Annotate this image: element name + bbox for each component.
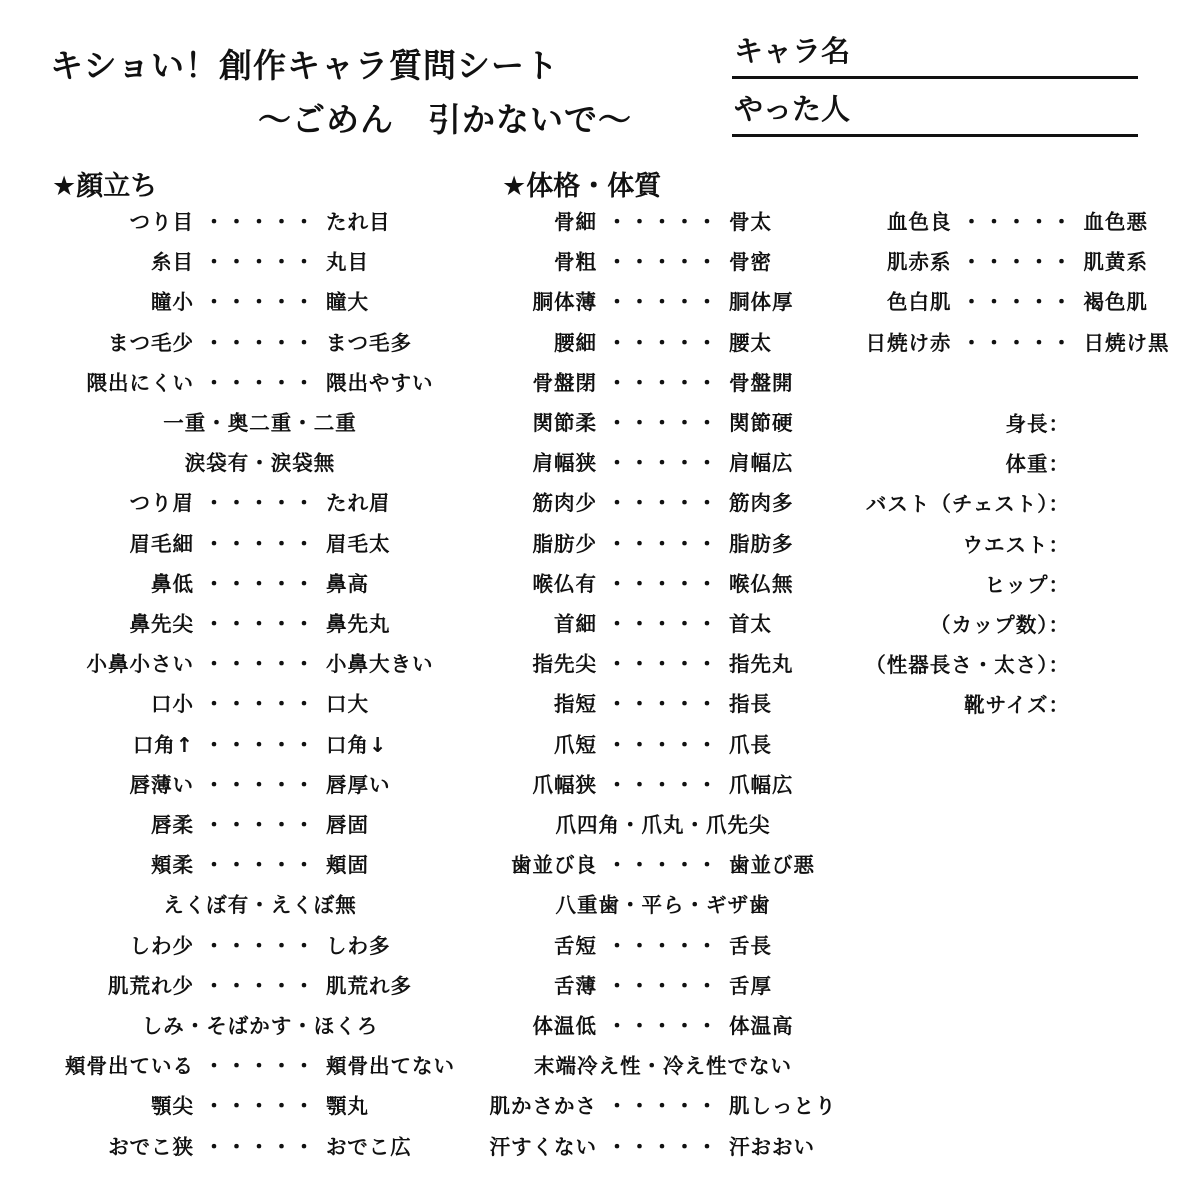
option-right: 肌しっとり [729,1094,837,1119]
option-left: 唇柔 [151,813,194,837]
option-left: 体温低 [532,1014,597,1038]
option-left: 肩幅狭 [532,451,597,476]
list-item [850,328,1185,358]
dot-leader: ・・・・・ [203,491,317,516]
option-right: 指長 [729,692,772,717]
option-right: 爪幅広 [729,772,794,797]
dot-leader: ・・・・・ [961,210,1074,234]
list-item [40,609,480,639]
dot-leader: ・・・・・ [606,692,720,717]
list-item [40,1051,480,1081]
dot-leader: ・・・・・ [606,210,720,234]
option-right: しわ多 [326,933,391,958]
list-item [40,488,480,518]
option-left: 肌荒れ少 [108,973,194,998]
dot-leader: ・・・・・ [606,1094,720,1119]
dot-leader: ・・・・・ [606,973,720,998]
list-item [478,247,848,277]
list-item [40,328,480,358]
dot-leader: ・・・・・ [203,652,317,677]
dot-leader: ・・・・・ [606,531,720,556]
option-right: 爪長 [729,732,772,757]
option-right: 小鼻大きい [326,652,434,677]
measurement-label: バスト（チェスト）： [865,492,1070,517]
dot-leader: ・・・・・ [203,210,317,234]
option-left: 肌赤系 [887,250,952,275]
dot-leader: ・・・・・ [203,973,317,998]
dot-leader: ・・・・・ [203,290,317,315]
option-left: 小鼻小さい [86,652,194,677]
option-left: 日焼け赤 [865,330,952,355]
dot-leader: ・・・・・ [606,250,720,275]
list-item [850,207,1185,237]
option-left: 指短 [554,692,597,717]
option-left: つり目 [129,210,194,234]
dot-leader: ・・・・・ [606,853,720,878]
option-right: 指先丸 [729,652,794,677]
list-item [850,247,1185,277]
dot-leader: ・・・・・ [606,1014,720,1038]
option-right: 関節硬 [729,411,794,435]
option-left: 顎尖 [151,1094,194,1119]
measurement-label: （カップ数）： [929,613,1070,637]
option-right: 頬固 [326,853,369,878]
dot-leader: ・・・・・ [203,370,317,395]
dot-leader: ・・・・・ [606,772,720,797]
dot-leader: ・・・・・ [203,330,317,355]
dot-leader: ・・・・・ [606,732,720,757]
option-left: 唇薄い [129,772,194,797]
option-left: 糸目 [151,250,194,275]
option-left: おでこ狭 [108,1134,194,1159]
dot-leader: ・・・・・ [203,531,317,556]
list-item [478,207,848,237]
list-item [478,529,848,559]
dot-leader: ・・・・・ [203,692,317,717]
option-left: 筋肉少 [532,491,597,516]
option-right: 血色悪 [1083,210,1148,234]
option-right: 鼻先丸 [326,612,391,636]
face-section-title: ★顔立ち [52,171,158,202]
option-right: 口角↓ [326,732,388,757]
option-left: 鼻先尖 [129,612,194,636]
dot-leader: ・・・・・ [961,250,1074,275]
option-right: 舌厚 [729,973,772,998]
list-item [478,569,848,599]
list-item [478,931,848,961]
list-item [40,287,480,317]
option-left: 口角↑ [132,732,194,757]
list-item [478,1132,848,1162]
option-right: 骨密 [729,250,772,275]
option-left: 色白肌 [887,290,952,315]
option-right: 日焼け黒 [1083,330,1170,355]
option-left: まつ毛少 [108,330,194,355]
measurement-label: ウエスト： [962,532,1070,557]
option-left: 骨盤閉 [532,370,597,395]
option-right: 脂肪多 [729,531,794,556]
list-item [478,770,848,800]
option-left: 汗すくない [489,1134,597,1159]
list-item: 末端冷え性・冷え性でない [534,1054,792,1079]
dot-leader: ・・・・・ [606,933,720,958]
list-item: 爪四角・爪丸・爪先尖 [555,813,771,837]
option-right: 唇厚い [326,772,391,797]
dot-leader: ・・・・・ [961,330,1074,355]
option-right: 瞳大 [326,290,369,315]
option-left: 隈出にくい [86,370,194,395]
option-right: 眉毛太 [326,531,391,556]
sheet-title: キショい！創作キャラ質問シート [50,46,560,85]
list-item [478,1091,848,1121]
dot-leader: ・・・・・ [606,491,720,516]
option-right: 肌黄系 [1083,250,1148,275]
option-right: 口大 [326,692,369,717]
option-right: 首太 [729,612,772,636]
list-item [40,931,480,961]
list-item: 一重・奥二重・二重 [163,411,357,435]
option-left: 爪短 [554,732,597,757]
option-left: 脂肪少 [532,531,597,556]
list-item [40,529,480,559]
option-right: おでこ広 [326,1134,412,1159]
option-right: 胴体厚 [729,290,794,315]
list-item [478,1011,848,1041]
list-item [478,368,848,398]
option-right: 肌荒れ多 [326,973,412,998]
option-right: まつ毛多 [326,330,412,355]
list-item [478,448,848,478]
list-item [40,649,480,679]
dot-leader: ・・・・・ [203,1054,317,1079]
list-item [40,368,480,398]
option-right: 顎丸 [326,1094,369,1119]
character-name-field[interactable] [732,35,1138,79]
list-item [478,971,848,1001]
list-item [850,287,1185,317]
option-right: 筋肉多 [729,491,794,516]
option-right: 骨太 [729,210,772,234]
filled-by-field[interactable] [732,93,1138,137]
option-left: 喉仏有 [532,571,597,596]
dot-leader: ・・・・・ [606,330,720,355]
list-item [478,689,848,719]
list-item [478,328,848,358]
dot-leader: ・・・・・ [606,571,720,596]
option-left: 鼻低 [151,571,194,596]
option-left: 眉毛細 [129,531,194,556]
option-left: 爪幅狭 [532,772,597,797]
option-right: 喉仏無 [729,571,794,596]
list-item [40,1091,480,1121]
option-right: 隈出やすい [326,370,434,395]
list-item [40,730,480,760]
option-left: 指先尖 [532,652,597,677]
option-left: 歯並び良 [511,853,597,878]
list-item [478,730,848,760]
dot-leader: ・・・・・ [203,612,317,636]
list-item [40,971,480,1001]
option-right: 唇固 [326,813,369,837]
option-left: 腰細 [554,330,597,355]
option-left: 舌短 [554,933,597,958]
dot-leader: ・・・・・ [606,1134,720,1159]
measurement-label: 体重： [1005,452,1070,477]
option-right: たれ目 [326,210,391,234]
option-left: 骨細 [554,210,597,234]
option-right: 褐色肌 [1083,290,1148,315]
option-left: 肌かさかさ [489,1094,597,1119]
list-item [40,569,480,599]
option-right: 肩幅広 [729,451,794,476]
list-item: しみ・そばかす・ほくろ [141,1014,379,1038]
option-right: 丸目 [326,250,369,275]
dot-leader: ・・・・・ [203,1134,317,1159]
list-item [478,408,848,438]
option-left: 頬柔 [151,853,194,878]
dot-leader: ・・・・・ [203,772,317,797]
list-item [40,850,480,880]
list-item [40,689,480,719]
option-left: 首細 [554,612,597,636]
option-right: たれ眉 [326,491,391,516]
dot-leader: ・・・・・ [203,1094,317,1119]
list-item [478,609,848,639]
dot-leader: ・・・・・ [203,250,317,275]
option-right: 舌長 [729,933,772,958]
list-item [40,247,480,277]
option-left: 舌薄 [554,973,597,998]
option-right: 腰太 [729,330,772,355]
dot-leader: ・・・・・ [606,411,720,435]
list-item: 八重歯・平ら・ギザ歯 [555,893,771,918]
option-left: 頬骨出ている [65,1054,194,1079]
dot-leader: ・・・・・ [606,370,720,395]
option-right: 頬骨出てない [326,1054,455,1079]
sheet-subtitle: ～ごめん 引かないで～ [258,100,632,139]
measurement-label: 身長： [1005,412,1070,436]
filled-by-label: やった人 [734,92,851,126]
option-left: 関節柔 [532,411,597,435]
dot-leader: ・・・・・ [203,732,317,757]
dot-leader: ・・・・・ [606,451,720,476]
list-item [40,207,480,237]
option-right: 歯並び悪 [729,853,815,878]
dot-leader: ・・・・・ [203,853,317,878]
dot-leader: ・・・・・ [203,813,317,837]
dot-leader: ・・・・・ [961,290,1074,315]
option-right: 鼻高 [326,571,369,596]
dot-leader: ・・・・・ [203,933,317,958]
measurement-label: 靴サイズ： [964,693,1070,718]
option-left: つり眉 [129,491,194,516]
option-left: 瞳小 [151,290,194,315]
dot-leader: ・・・・・ [606,290,720,315]
option-right: 体温高 [729,1014,794,1038]
option-left: 口小 [151,692,194,717]
character-name-label: キャラ名 [734,34,851,68]
option-left: 胴体薄 [532,290,597,315]
option-left: 骨粗 [554,250,597,275]
list-item [478,287,848,317]
list-item [40,810,480,840]
list-item [478,649,848,679]
body-section-title: ★体格・体質 [502,171,662,202]
list-item [478,850,848,880]
list-item: 涙袋有・涙袋無 [184,451,336,476]
measurement-label: ヒップ： [984,572,1070,597]
list-item [40,770,480,800]
option-right: 汗おおい [729,1134,815,1159]
dot-leader: ・・・・・ [606,652,720,677]
option-left: しわ少 [129,933,194,958]
option-right: 骨盤開 [729,370,794,395]
list-item: えくぼ有・えくぼ無 [163,893,357,918]
list-item [478,488,848,518]
list-item [40,1132,480,1162]
option-left: 血色良 [887,210,952,234]
measurement-label: （性器長さ・太さ）： [865,653,1070,678]
dot-leader: ・・・・・ [203,571,317,596]
dot-leader: ・・・・・ [606,612,720,636]
